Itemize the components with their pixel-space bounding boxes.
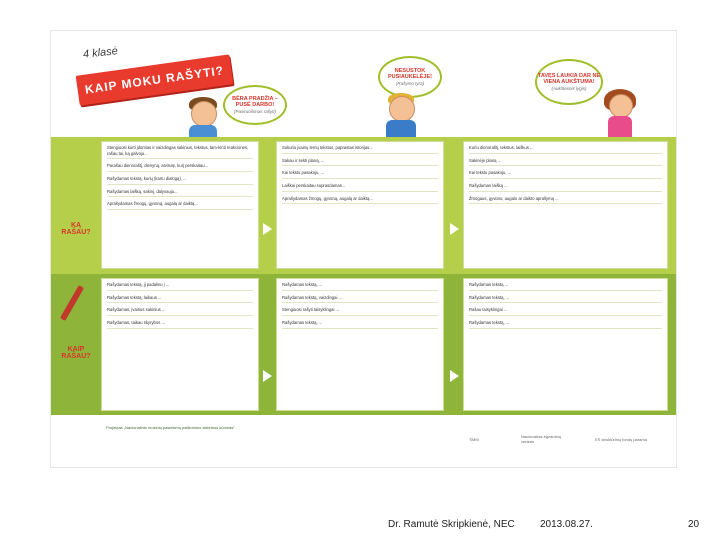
- bubble-preparation-sub: (Pasiruošimas rašyti): [233, 108, 276, 114]
- pencil-icon: [60, 285, 84, 321]
- arrow-right-icon: [450, 223, 459, 235]
- eu-logo: [581, 425, 661, 453]
- criterion-item: Rašydamas laišką ...: [469, 183, 662, 192]
- criterion-item: Aprašydamas žmogų, gyvūną, augalą ar daiktą...: [107, 201, 253, 210]
- arrow-right-icon: [450, 370, 459, 382]
- nec-logo: [521, 425, 569, 453]
- column-middle: [276, 141, 444, 269]
- schoolboy-illustration: [381, 93, 421, 139]
- criterion-item: Rašydamas, įvairius sakinius ...: [107, 307, 253, 316]
- criterion-item: Rašydamas tekstą, ...: [282, 320, 438, 329]
- ministry-logo-label: ŠMM: [469, 436, 479, 442]
- criterion-item: Aprašydamas žmogų, gyvūną, augalą ar daiktą...: [282, 196, 438, 205]
- column-basic: [101, 278, 259, 411]
- bubble-middle-title: NESUSTOK PUSIAUKELĖJE!: [387, 68, 432, 81]
- criterion-item: Sakinėje planą ...: [469, 158, 662, 167]
- worksheet-header: [51, 31, 676, 139]
- criterion-item: Rašydamas, taikau skyrybos ...: [107, 320, 253, 329]
- slide-footer: [0, 514, 720, 540]
- bubble-advanced-sub: (Aukštesnis lygis): [551, 85, 587, 91]
- criterion-item: Kai tekstu pasakoju, ...: [282, 170, 438, 179]
- column-advanced: [463, 278, 668, 411]
- criterion-item: Laiškai perskaitau suprasdamas...: [282, 183, 438, 192]
- bubble-middle: [378, 56, 442, 98]
- criterion-item: Rašydamas tekstą, vaizdingai ...: [282, 295, 438, 304]
- date-text: 2013.08.27.: [540, 519, 593, 530]
- criterion-item: Rašydamas laišką, sakinį, dalyvauju...: [107, 189, 253, 198]
- criterion-item: Parašau dienoraštį, dienyną, atvirutę, kurį perskaitau...: [107, 163, 253, 172]
- arrow-right-icon: [263, 370, 272, 382]
- eu-logo-label: ES struktūrinių fondų parama: [595, 436, 647, 442]
- bubble-advanced: [535, 59, 603, 105]
- girl-illustration: [600, 89, 640, 139]
- nec-logo-label: Nacionalinis egzaminų centras: [521, 434, 562, 444]
- section-label-what: KĄ RAŠAU?: [61, 222, 91, 236]
- criterion-item: Rašydamas tekstą ...: [469, 282, 662, 291]
- grade-label: 4 klasė: [82, 45, 119, 61]
- criterion-item: Rašau taisyklingai ...: [469, 307, 662, 316]
- ministry-logo: [459, 425, 489, 453]
- criterion-item: Rašydamas tekstą, laikaus ...: [107, 295, 253, 304]
- criterion-item: Rašydamas tekstą, ...: [282, 282, 438, 291]
- boy-illustration: [183, 97, 223, 139]
- criterion-item: Rašydamas tekstą, ...: [469, 320, 662, 329]
- criterion-item: Žmogaus, gyvūno, augalo ar daikto aprašymą ...: [469, 196, 662, 205]
- arrow-right-icon: [263, 223, 272, 235]
- column-middle: [276, 278, 444, 411]
- criterion-item: Stengiuosi kurti įdomias ir vaizdingas sakinius, tekstus, tam-kinti reakciones, rašau tai, ką galvoju...: [107, 145, 253, 159]
- criterion-item: Kuriu dienoraštį, tekstus, laiškus ...: [469, 145, 662, 154]
- bubble-preparation-title: BĖRA PRADŽIA – PUSĖ DARBO!: [232, 96, 278, 109]
- worksheet-footer: [51, 417, 676, 468]
- criterion-item: Sakau ir sekti planą, ...: [282, 158, 438, 167]
- project-text: Projektas „Nacionalinio mokinių pasiekimų patikrinimo sistemos kūrimas“: [106, 425, 235, 430]
- criterion-item: Sukuriu įvairių temų tekstus, paprastas istorijas...: [282, 145, 438, 154]
- column-basic: [101, 141, 259, 269]
- criterion-item: Rašydamas tekstą, jį padalinu į ...: [107, 282, 253, 291]
- worksheet-page: [50, 30, 677, 468]
- section-how-i-write: [51, 274, 676, 415]
- criterion-item: Kai tekstu pasakoju, ...: [469, 170, 662, 179]
- criterion-item: Stengiuosi rašyti taisyklingai ...: [282, 307, 438, 316]
- criterion-item: Rašydamas tekstą, kurių (kartu dialogą), ...: [107, 176, 253, 185]
- column-advanced: [463, 141, 668, 269]
- section-label-how: KAIP RAŠAU?: [61, 346, 91, 360]
- criterion-item: Rašydamas tekstą, ...: [469, 295, 662, 304]
- bubble-preparation: [223, 85, 287, 125]
- section-what-i-write: [51, 137, 676, 274]
- bubble-middle-sub: (Rašymo tyra): [395, 80, 425, 86]
- bubble-advanced-title: TAVĘS LAUKIA DAR NE VIENA AUKŠTUMA!: [537, 73, 601, 86]
- title-banner: KAIP MOKU RAŠYTI?: [76, 54, 234, 105]
- page-number: 20: [688, 519, 700, 530]
- author-text: Dr. Ramutė Skripkienė, NEC: [388, 519, 515, 530]
